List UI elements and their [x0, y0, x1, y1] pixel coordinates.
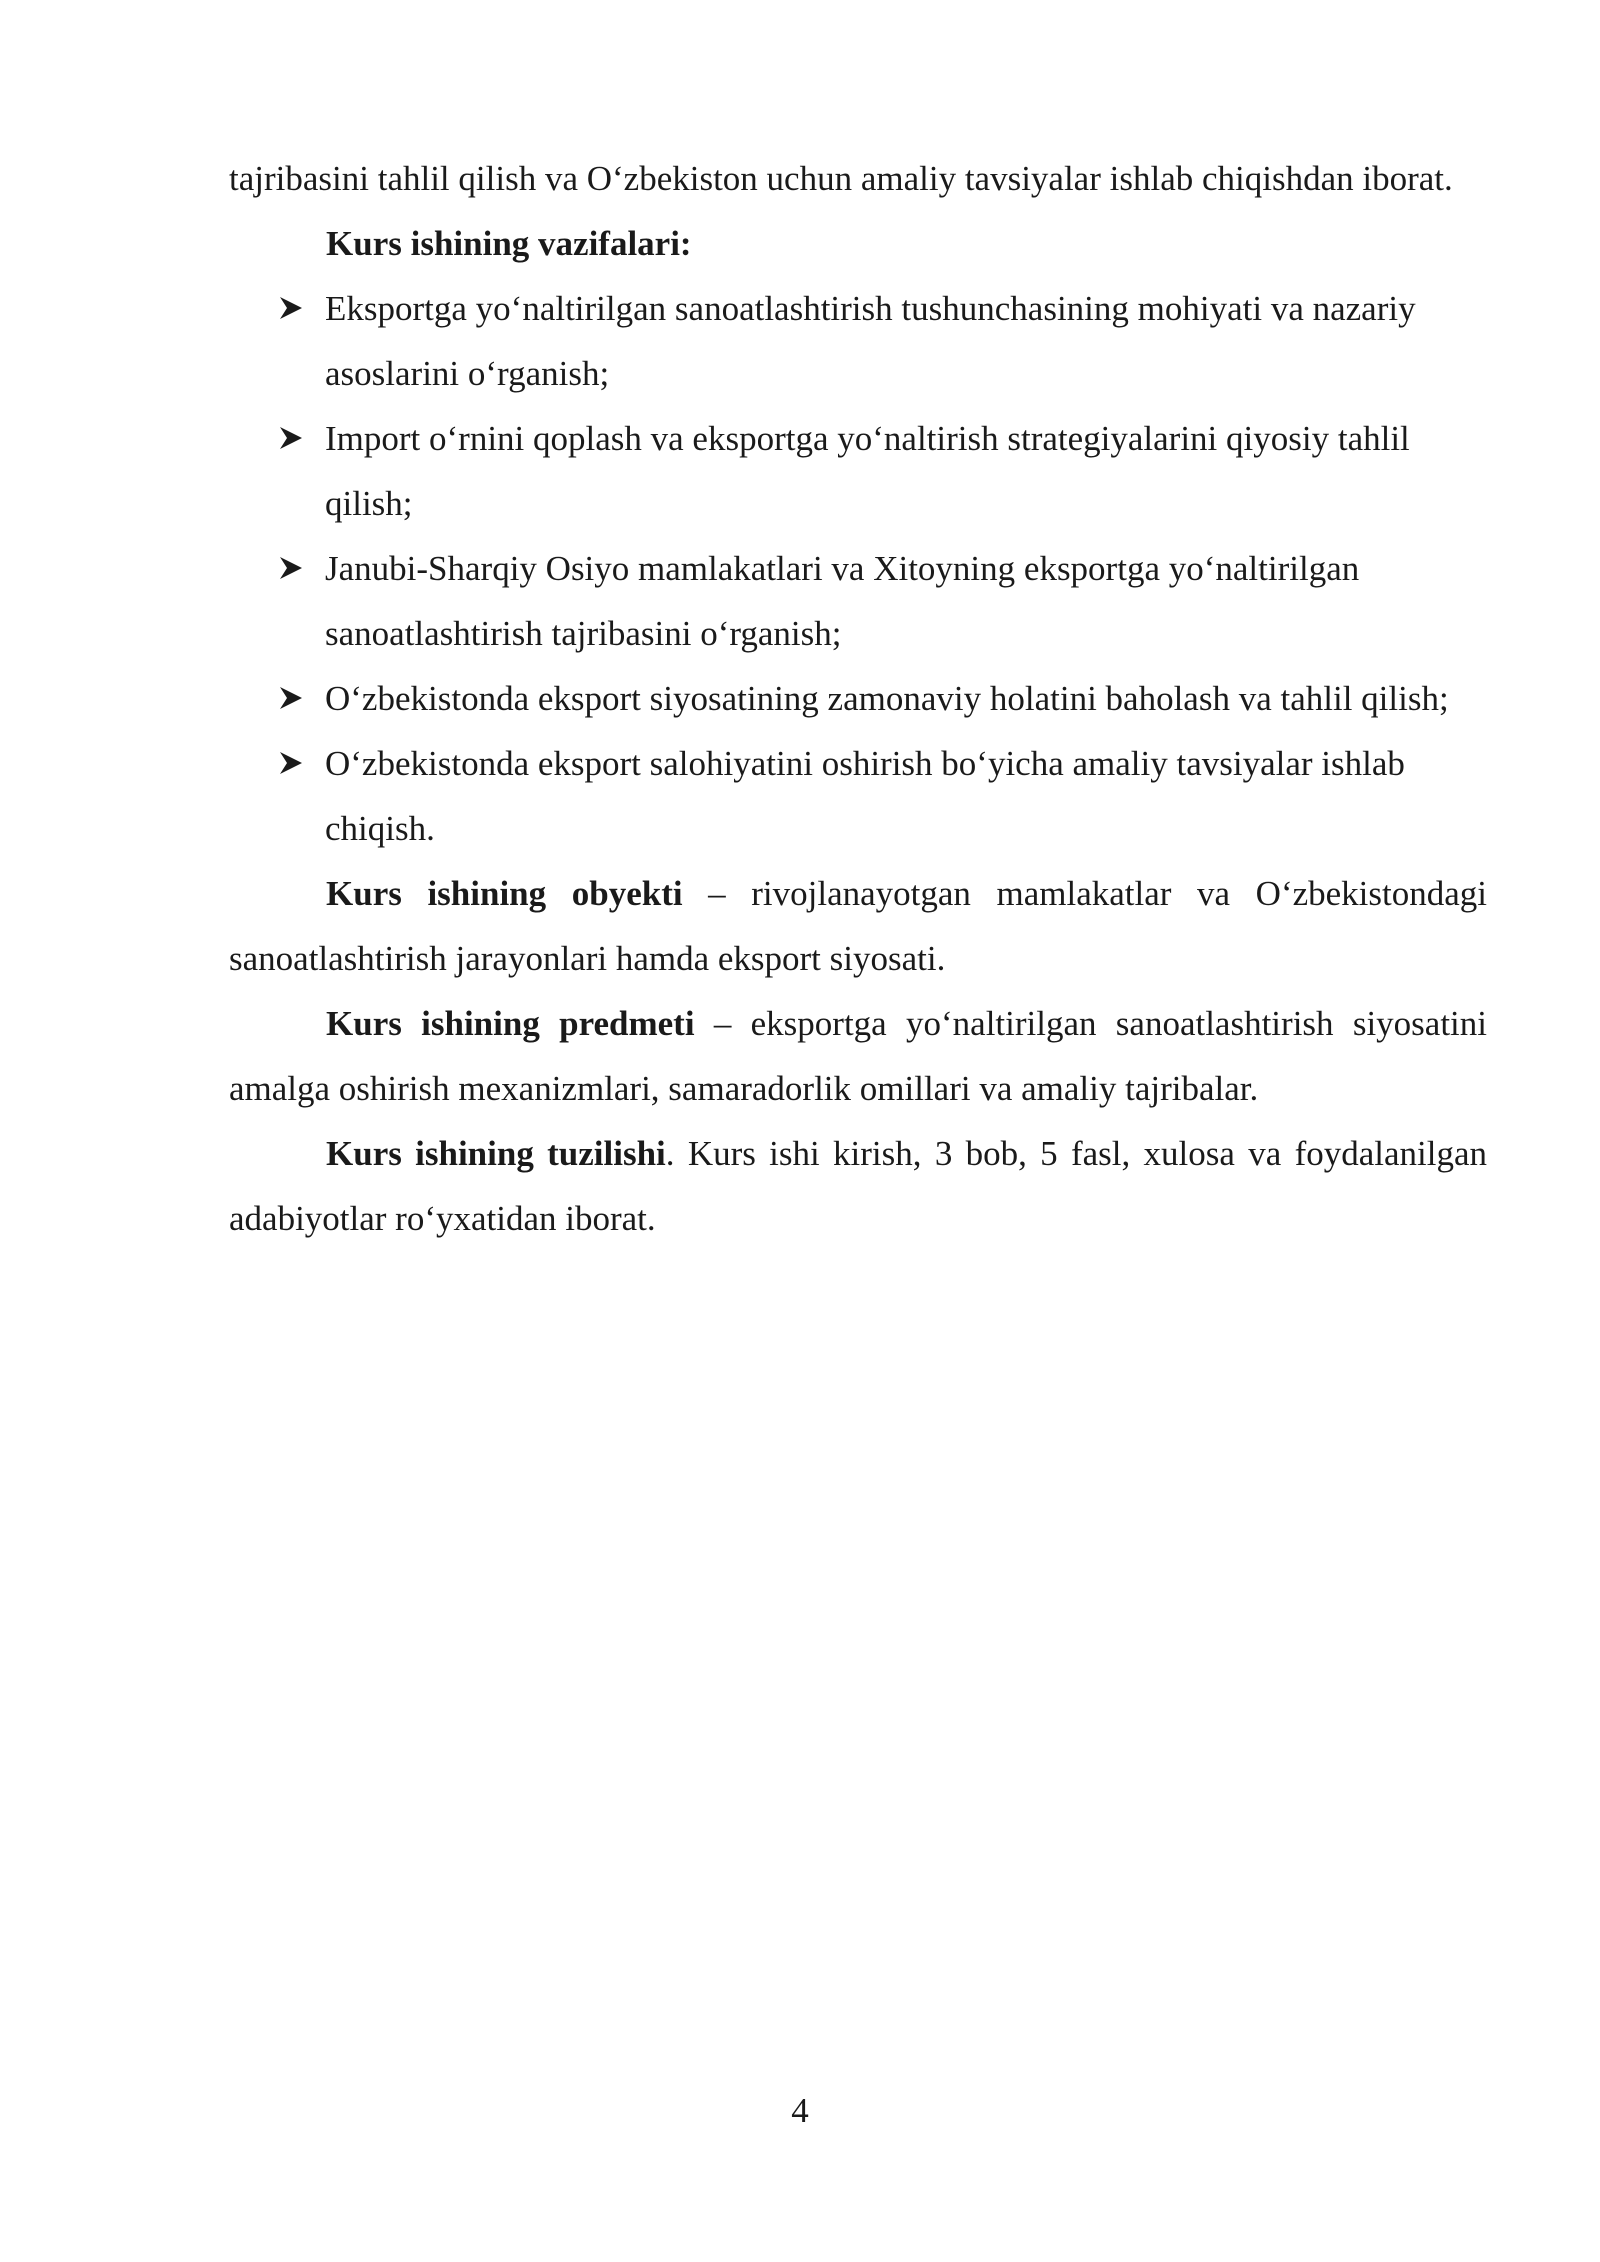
structure-paragraph — [229, 1121, 1487, 1251]
arrowhead-bullet-icon — [278, 406, 308, 471]
object-text: – rivojlanayotgan mamlakatlar va O‘zbekistondagi sanoatlashtirish jarayonlari hamda eksport siyosati. — [229, 874, 1487, 978]
structure-text: . Kurs ishi kirish, 3 bob, 5 fasl, xulosa va foydalanilgan adabiyotlar ro‘yxatidan iborat. — [229, 1134, 1488, 1238]
intro-paragraph: tajribasini tahlil qilish va O‘zbekiston uchun amaliy tavsiyalar ishlab chiqishdan iborat. — [229, 159, 1453, 198]
list-item — [229, 406, 1487, 536]
tasks-list — [229, 276, 1487, 861]
subject-text: – eksportga yo‘naltirilgan sanoatlashtirish siyosatini amalga oshirish mexanizmlari, samaradorlik omillari va amaliy tajribalar. — [229, 1004, 1487, 1108]
list-item — [229, 276, 1487, 406]
list-item — [229, 666, 1487, 731]
subject-paragraph — [229, 991, 1487, 1121]
object-label: Kurs ishining obyekti — [326, 874, 683, 913]
page-number: 4 — [791, 2091, 809, 2130]
task-text: Janubi-Sharqiy Osiyo mamlakatlari va Xitoyning eksportga yo‘naltirilgan sanoatlashtirish tajribasini o‘rganish; — [325, 549, 1360, 653]
tasks-heading: Kurs ishining vazifalari: — [326, 224, 692, 263]
structure-label: Kurs ishining tuzilishi — [326, 1134, 666, 1173]
arrowhead-bullet-icon — [278, 536, 308, 601]
task-text: O‘zbekistonda eksport salohiyatini oshirish bo‘yicha amaliy tavsiyalar ishlab chiqish. — [325, 744, 1405, 848]
task-text: Import o‘rnini qoplash va eksportga yo‘naltirish strategiyalarini qiyosiy tahlil qilish; — [325, 419, 1410, 523]
subject-label: Kurs ishining predmeti — [326, 1004, 695, 1043]
arrowhead-bullet-icon — [278, 731, 308, 796]
object-paragraph — [229, 861, 1487, 991]
task-text: O‘zbekistonda eksport siyosatining zamonaviy holatini baholash va tahlil qilish; — [325, 679, 1449, 718]
list-item — [229, 731, 1487, 861]
list-item — [229, 536, 1487, 666]
arrowhead-bullet-icon — [278, 666, 308, 731]
document-body — [229, 146, 1487, 1251]
task-text: Eksportga yo‘naltirilgan sanoatlashtirish tushunchasining mohiyati va nazariy asoslarini o‘rganish; — [325, 289, 1416, 393]
arrowhead-bullet-icon — [278, 276, 308, 341]
